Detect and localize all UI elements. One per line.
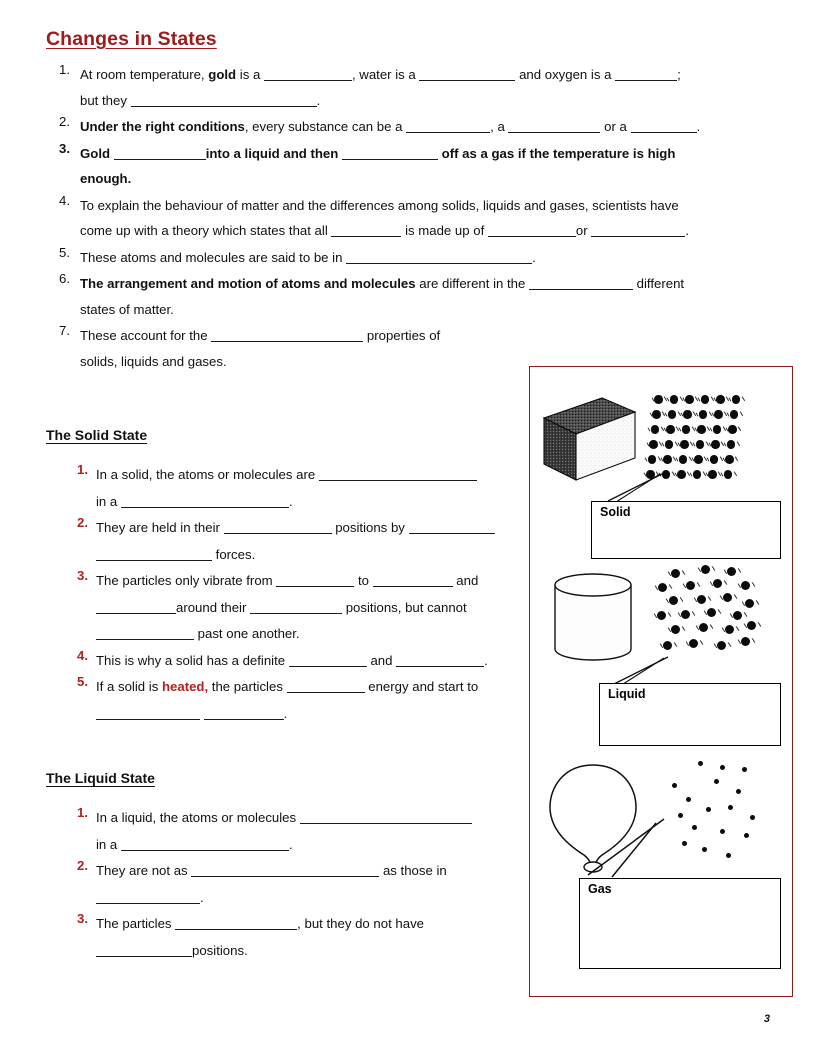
answer-blank[interactable] (615, 67, 677, 81)
vibration-mark (707, 596, 711, 601)
vibration-mark (711, 566, 715, 571)
text-run: . (316, 92, 321, 108)
particle-dot (663, 455, 672, 464)
particle-dot (694, 455, 703, 464)
vibration-mark (729, 613, 732, 617)
text-run: states of matter. (80, 301, 174, 317)
page-title: Changes in States (46, 28, 217, 50)
particle-dot (666, 425, 675, 434)
vibration-mark (735, 456, 738, 460)
liquid-item-text (96, 916, 424, 958)
vibration-mark (685, 641, 688, 645)
text-run: and (366, 652, 397, 668)
liquid-box-label: Liquid (608, 687, 646, 701)
solid-item-text (96, 467, 477, 509)
text-run: temperature is high (553, 145, 676, 161)
answer-blank[interactable] (488, 223, 576, 237)
question-number: 3. (59, 140, 70, 156)
particle-dot (750, 815, 755, 820)
vibration-mark (695, 625, 698, 629)
vibration-mark (727, 642, 731, 647)
particle-dot (651, 425, 660, 434)
states-of-matter-figure (529, 366, 793, 997)
text-run: or (575, 223, 592, 238)
answer-blank[interactable] (121, 494, 289, 508)
vibration-mark (659, 643, 662, 647)
vibration-mark (667, 571, 670, 575)
text-run: They are not as (96, 863, 192, 878)
text-run: At room temperature, (80, 67, 209, 82)
text-run: come up with a theory which states that all (80, 223, 332, 238)
particle-dot (707, 608, 716, 617)
vibration-mark (741, 601, 744, 605)
text-run: and (452, 573, 479, 588)
particle-dot (682, 841, 687, 846)
question-item (46, 271, 776, 322)
particle-dot (669, 596, 678, 605)
liquid-item-text (96, 810, 472, 852)
particle-dot (706, 807, 711, 812)
particle-dot (685, 395, 694, 404)
text-run: . (532, 249, 536, 265)
particle-dot (693, 470, 702, 479)
particle-dot (682, 425, 691, 434)
vibration-mark (738, 426, 741, 430)
text-run: Gold (80, 145, 114, 161)
particle-dot (713, 425, 722, 434)
answer-blank[interactable] (96, 547, 212, 561)
particle-dot (736, 789, 741, 794)
liquid-item-number: 1. (77, 805, 88, 820)
liquid-item-number: 3. (77, 911, 88, 926)
particle-dot (730, 410, 739, 419)
question-text (80, 67, 681, 108)
question-text (80, 119, 700, 134)
text-run: past one another. (194, 626, 300, 641)
text-run: . (288, 493, 293, 509)
particle-dot (741, 637, 750, 646)
text-run: , a (490, 119, 509, 134)
answer-blank[interactable] (529, 276, 633, 290)
particle-dot (689, 639, 698, 648)
text-run: is made up of (401, 223, 488, 238)
solid-item-number: 3. (77, 568, 88, 583)
solid-item-text (96, 573, 478, 641)
section-heading-liquid: The Liquid State (46, 770, 155, 786)
particle-dot (663, 641, 672, 650)
text-run: in a (96, 836, 121, 852)
text-run: or a (600, 119, 631, 134)
answer-blank[interactable] (121, 837, 289, 851)
text-run: To explain the behaviour of matter and the differences among solids, liquids and gases, scientists have (80, 197, 679, 213)
vibration-mark (740, 411, 743, 415)
vibration-mark (668, 584, 672, 589)
vibration-mark (665, 598, 668, 602)
vibration-mark (751, 582, 755, 587)
solid-item-item (68, 515, 518, 568)
question-text (80, 146, 675, 187)
particle-dot (658, 583, 667, 592)
answer-blank[interactable] (96, 706, 200, 720)
particle-dot (648, 455, 657, 464)
particle-dot (701, 565, 710, 574)
text-run: the particles (208, 679, 287, 694)
question-item (46, 62, 776, 113)
answer-blank[interactable] (131, 93, 317, 107)
text-run: positions. (192, 942, 248, 958)
answer-blank[interactable] (289, 653, 367, 667)
gas-answer-box[interactable] (579, 878, 781, 969)
solid-item-number: 1. (77, 462, 88, 477)
particle-dot (699, 410, 708, 419)
particle-dot (725, 625, 734, 634)
particle-dot (696, 440, 705, 449)
vibration-mark (723, 580, 727, 585)
gas-particle-cluster (658, 755, 763, 867)
question-number: 2. (59, 114, 70, 129)
particle-dot (702, 847, 707, 852)
text-run: . (685, 223, 689, 238)
particle-dot (742, 767, 747, 772)
solid-state-list (68, 462, 518, 727)
particle-dot (726, 853, 731, 858)
particle-dot (728, 425, 737, 434)
vibration-mark (653, 613, 656, 617)
answer-blank[interactable] (591, 223, 685, 237)
particle-dot (745, 599, 754, 608)
answer-blank[interactable] (96, 626, 194, 640)
vibration-mark (737, 568, 741, 573)
liquid-item-item (68, 858, 518, 911)
vibration-mark (682, 583, 685, 587)
text-run: but they (80, 92, 131, 108)
particle-dot (714, 410, 723, 419)
main-question-list (46, 62, 776, 375)
particle-dot (713, 579, 722, 588)
text-run: ; (677, 67, 681, 82)
answer-blank[interactable] (319, 467, 477, 481)
particle-dot (652, 410, 661, 419)
text-run: The arrangement and motion of atoms and molecules (80, 276, 416, 291)
vibration-mark (696, 582, 700, 587)
text-run: forces. (212, 546, 256, 562)
vibration-mark (755, 600, 759, 605)
vibration-mark (735, 626, 739, 631)
answer-blank[interactable] (114, 146, 206, 160)
particle-dot (725, 455, 734, 464)
particle-dot (671, 625, 680, 634)
text-run: is a (236, 67, 264, 82)
text-run: . (696, 119, 701, 134)
text-run: properties of (363, 328, 441, 343)
text-run: If a solid is (96, 679, 162, 694)
vibration-mark (737, 639, 740, 643)
liquid-particle-cluster (655, 563, 760, 663)
solid-box-label: Solid (600, 505, 631, 519)
vibration-mark (733, 594, 737, 599)
vibration-mark (691, 611, 695, 616)
particle-dot (692, 825, 697, 830)
text-run: different (633, 276, 685, 291)
answer-blank[interactable] (191, 863, 379, 877)
particle-dot (701, 395, 710, 404)
vibration-mark (713, 643, 716, 647)
particle-dot (723, 593, 732, 602)
text-run: in a (96, 493, 121, 509)
text-run: are different in the (415, 276, 529, 291)
question-item (46, 141, 776, 192)
answer-blank[interactable] (406, 119, 490, 133)
particle-dot (678, 813, 683, 818)
solid-item-item (68, 462, 518, 515)
answer-blank[interactable] (224, 520, 332, 534)
particle-dot (657, 611, 666, 620)
solid-answer-box[interactable] (591, 501, 781, 559)
particle-dot (711, 440, 720, 449)
answer-blank[interactable] (373, 573, 453, 587)
text-run: This is why a solid has a definite (96, 652, 289, 668)
liquid-cylinder-illustration (552, 572, 635, 662)
particle-dot (671, 569, 680, 578)
liquid-item-number: 2. (77, 858, 88, 873)
particle-dot (686, 797, 691, 802)
text-run: These account for the (80, 328, 212, 343)
particle-dot (683, 410, 692, 419)
vibration-mark (709, 581, 712, 585)
particle-dot (714, 779, 719, 784)
answer-blank[interactable] (287, 679, 365, 693)
solid-item-number: 2. (77, 515, 88, 530)
question-item (46, 193, 776, 244)
vibration-mark (697, 567, 700, 571)
question-text (80, 250, 536, 265)
particle-dot (681, 610, 690, 619)
answer-blank[interactable] (264, 67, 352, 81)
particle-dot (649, 440, 658, 449)
text-run: , water is a (351, 67, 420, 82)
answer-blank[interactable] (419, 67, 515, 81)
text-run: to (354, 573, 373, 588)
question-text (80, 328, 440, 369)
answer-blank[interactable] (631, 119, 697, 133)
question-item (46, 114, 776, 140)
solid-item-text (96, 653, 488, 668)
particle-dot (728, 805, 733, 810)
liquid-item-item (68, 911, 518, 964)
vibration-mark (677, 612, 680, 616)
particle-dot (699, 623, 708, 632)
text-run: into a liquid and then (205, 145, 342, 161)
text-run: gold (208, 67, 237, 82)
question-number: 7. (59, 323, 70, 338)
question-number: 6. (59, 271, 70, 286)
gas-leader-line (576, 817, 668, 881)
particle-dot (717, 641, 726, 650)
answer-blank[interactable] (204, 706, 284, 720)
question-item (46, 245, 776, 271)
vibration-mark (717, 609, 721, 614)
vibration-mark (681, 570, 685, 575)
vibration-mark (709, 624, 713, 629)
vibration-mark (737, 583, 740, 587)
text-run: energy and start to (364, 679, 479, 694)
liquid-state-list (68, 805, 518, 964)
vibration-mark (757, 622, 761, 627)
answer-blank[interactable] (508, 119, 600, 133)
solid-item-item (68, 674, 518, 727)
text-run: enough. (80, 171, 132, 186)
answer-blank[interactable] (96, 890, 200, 904)
gas-box-label: Gas (588, 882, 612, 896)
particle-dot (668, 410, 677, 419)
text-run: . (283, 705, 288, 721)
vibration-mark (681, 626, 685, 631)
vibration-mark (721, 627, 724, 631)
particle-dot (716, 395, 725, 404)
question-number: 1. (59, 62, 70, 77)
solid-item-number: 4. (77, 647, 88, 663)
question-number: 5. (59, 244, 70, 260)
answer-blank[interactable] (409, 520, 495, 534)
answer-blank[interactable] (96, 600, 176, 614)
vibration-mark (654, 585, 657, 589)
text-run: solids, liquids and gases. (80, 353, 227, 369)
section-heading-solid: The Solid State (46, 427, 148, 443)
answer-blank[interactable] (396, 653, 484, 667)
vibration-mark (719, 595, 722, 599)
vibration-mark (723, 569, 726, 573)
particle-dot (727, 567, 736, 576)
particle-dot (720, 829, 725, 834)
answer-blank[interactable] (175, 916, 297, 930)
vibration-mark (673, 642, 677, 647)
answer-blank[interactable] (331, 223, 401, 237)
liquid-item-item (68, 805, 518, 858)
text-run: In a solid, the atoms or molecules are (96, 467, 319, 482)
answer-blank[interactable] (250, 600, 342, 614)
particle-dot (670, 395, 679, 404)
text-run: and oxygen is a (515, 67, 616, 82)
solid-item-text (96, 520, 495, 562)
text-run: positions, but cannot (342, 599, 467, 615)
vibration-mark (699, 640, 703, 645)
particle-dot (744, 833, 749, 838)
vibration-mark (667, 612, 671, 617)
vibration-mark (736, 441, 739, 445)
text-run: heated, (161, 679, 209, 694)
particle-dot (679, 455, 688, 464)
solid-item-number: 5. (77, 674, 88, 689)
answer-blank[interactable] (211, 328, 363, 342)
text-run: . (484, 652, 488, 668)
particle-dot (697, 595, 706, 604)
solid-item-text (96, 679, 478, 721)
particle-dot (733, 611, 742, 620)
text-run: These atoms and molecules are said to be in (80, 249, 347, 265)
page-number: 3 (763, 1013, 770, 1025)
text-run: around their (176, 599, 251, 615)
vibration-mark (679, 597, 683, 602)
solid-cube-illustration (542, 396, 637, 482)
particle-dot (724, 470, 733, 479)
question-text (80, 276, 684, 317)
text-run: Under the right conditions (80, 119, 245, 134)
text-run: , but they do not have (297, 916, 425, 931)
vibration-mark (667, 627, 670, 631)
text-run: They are held in their (96, 520, 224, 535)
text-run: . (288, 836, 293, 852)
particle-dot (708, 470, 717, 479)
particle-dot (672, 783, 677, 788)
particle-dot (732, 395, 741, 404)
solid-item-item (68, 568, 518, 648)
text-run: as those in (379, 863, 447, 878)
vibration-mark (703, 610, 706, 614)
text-run: The particles only vibrate from (96, 573, 277, 588)
text-run: The particles (96, 916, 176, 931)
particle-dot (727, 440, 736, 449)
vibration-mark (733, 471, 736, 475)
answer-blank[interactable] (96, 943, 192, 957)
particle-dot (747, 621, 756, 630)
liquid-answer-box[interactable] (599, 683, 781, 746)
particle-dot (710, 455, 719, 464)
answer-blank[interactable] (300, 810, 472, 824)
particle-dot (741, 581, 750, 590)
text-run: In a liquid, the atoms or molecules (96, 810, 300, 825)
text-run: . (200, 889, 204, 905)
particle-dot (665, 440, 674, 449)
answer-blank[interactable] (346, 250, 532, 264)
particle-dot (677, 470, 686, 479)
question-number: 4. (59, 192, 70, 208)
answer-blank[interactable] (342, 146, 438, 160)
text-run: , every substance can be a (244, 119, 407, 134)
vibration-mark (741, 396, 744, 400)
vibration-mark (751, 638, 755, 643)
particle-dot (680, 440, 689, 449)
answer-blank[interactable] (276, 573, 354, 587)
particle-dot (698, 761, 703, 766)
vibration-mark (693, 597, 696, 601)
question-text (80, 198, 689, 239)
vibration-mark (743, 612, 747, 617)
text-run: off as a gas if the (437, 145, 554, 161)
particle-dot (720, 765, 725, 770)
text-run: positions by (331, 520, 409, 535)
particle-dot (686, 581, 695, 590)
particle-dot (697, 425, 706, 434)
solid-item-item (68, 648, 518, 675)
particle-dot (654, 395, 663, 404)
vibration-mark (743, 623, 746, 627)
liquid-item-text (96, 863, 447, 905)
